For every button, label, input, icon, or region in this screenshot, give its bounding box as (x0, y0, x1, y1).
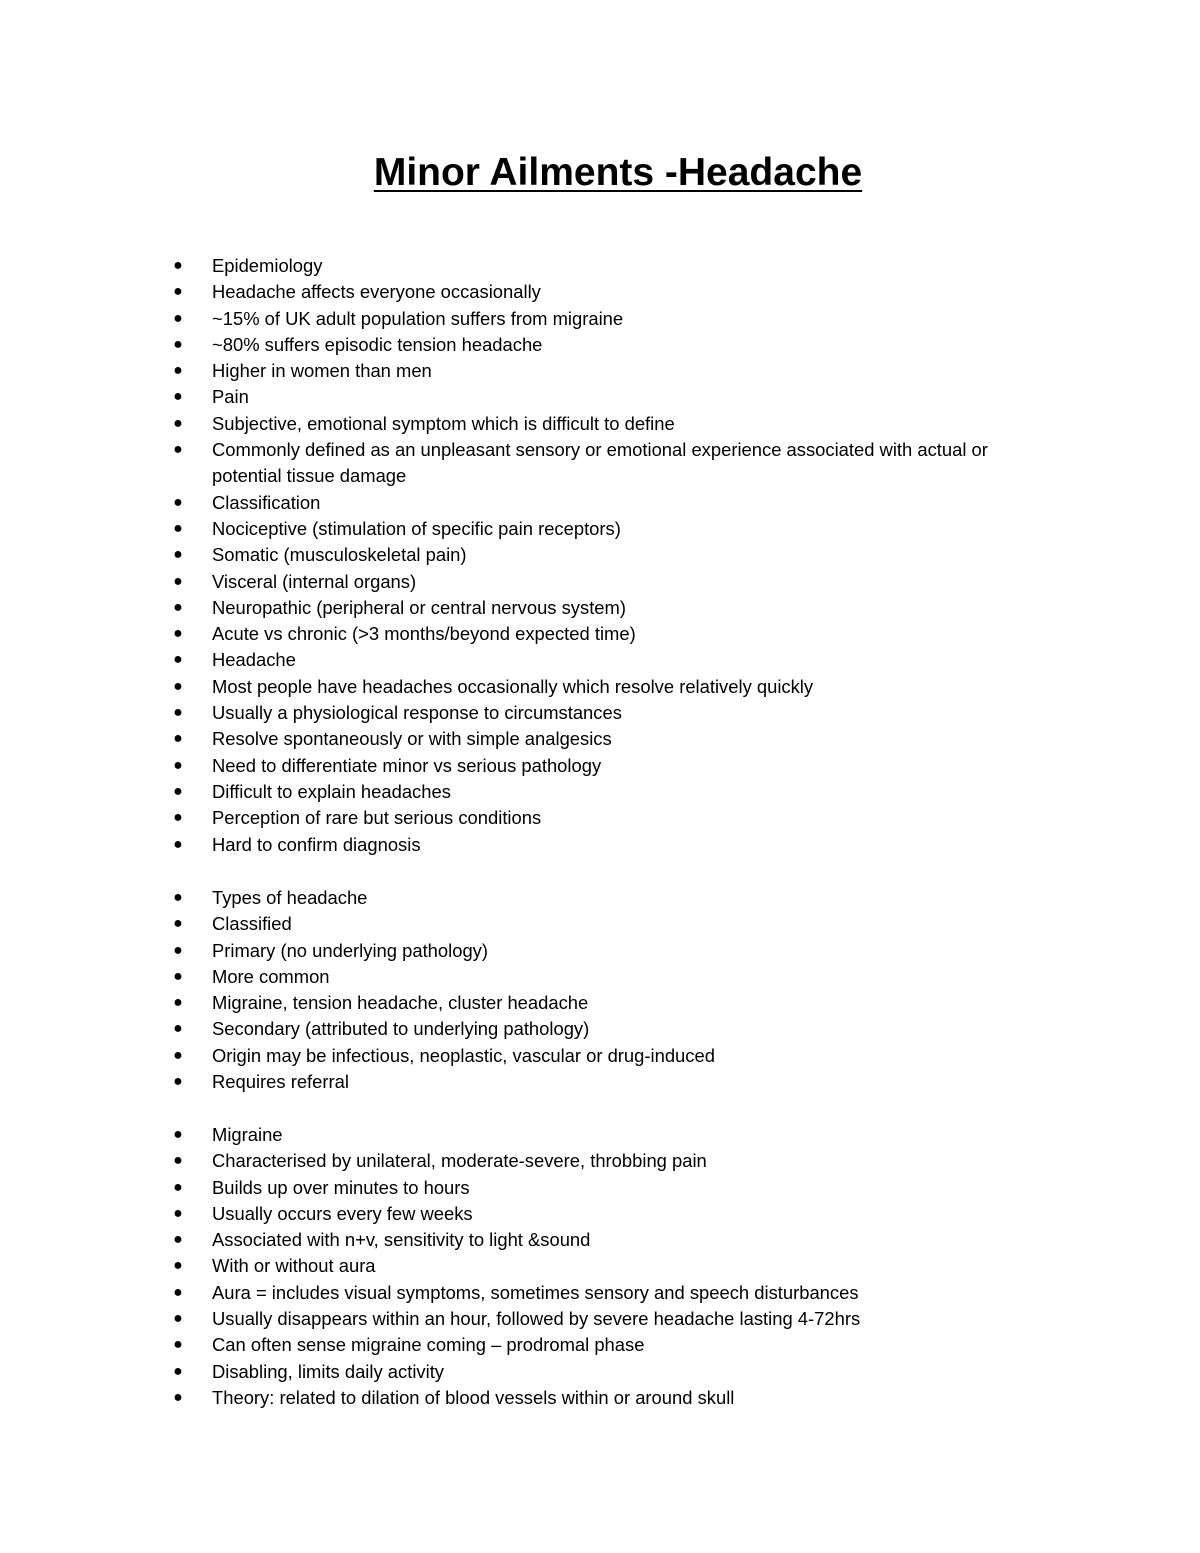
list-item-text: Higher in women than men (212, 360, 432, 382)
list-item (172, 490, 1052, 516)
list-item (172, 621, 1052, 647)
list-item-text: Types of headache (212, 887, 368, 908)
list-item (172, 1201, 1052, 1227)
list-item-text: Primary (no underlying pathology) (212, 939, 488, 961)
list-item (172, 647, 1052, 673)
list-item (172, 437, 1052, 490)
list-item-text: Aura = includes visual symptoms, sometimes sensory and speech disturbances (212, 1281, 859, 1303)
list-item-text: Difficult to explain headaches (212, 780, 451, 802)
list-item-text: Nociceptive (stimulation of specific pain receptors) (212, 517, 621, 539)
bullet-icon: ● (173, 1310, 183, 1328)
bullet-icon: ● (173, 1388, 183, 1406)
bullet-icon: ● (173, 1336, 183, 1354)
bullet-icon: ● (173, 704, 183, 722)
bullet-icon: ● (173, 730, 183, 748)
list-item-text: Associated with n+v, sensitivity to light &sound (212, 1229, 591, 1251)
list-item (172, 964, 1052, 990)
list-item (172, 911, 1052, 937)
bullet-icon: ● (173, 809, 183, 827)
bullet-icon: ● (173, 889, 183, 906)
bullet-icon: ● (173, 677, 183, 695)
list-item-text: Origin may be infectious, neoplastic, vascular or drug-induced (212, 1044, 715, 1066)
list-item-text: Migraine, tension headache, cluster headache (212, 992, 589, 1014)
list-item (172, 1227, 1052, 1253)
bullet-icon: ● (173, 335, 183, 353)
bullet-icon: ● (173, 519, 183, 537)
list-item (172, 938, 1052, 964)
list-item (172, 411, 1052, 437)
list-item (172, 384, 1052, 410)
list-item (172, 1043, 1052, 1069)
list-item-text: Usually occurs every few weeks (212, 1202, 473, 1224)
list-item (172, 1069, 1052, 1095)
bullet-icon: ● (173, 1046, 183, 1064)
list-item-text: Headache (212, 649, 296, 671)
list-item-text: Need to differentiate minor vs serious pathology (212, 754, 602, 776)
bullet-icon: ● (173, 1362, 183, 1380)
list-item-text: More common (212, 965, 330, 987)
list-item (172, 1175, 1052, 1201)
list-item-text: Classification (212, 491, 321, 513)
bullet-icon: ● (173, 283, 183, 301)
list-item (172, 700, 1052, 726)
list-item-text: Subjective, emotional symptom which is difficult to define (212, 412, 675, 434)
list-item (172, 253, 1052, 279)
bullet-icon: ● (173, 782, 183, 800)
bullet-icon: ● (173, 1231, 183, 1249)
bullet-icon: ● (173, 1073, 183, 1091)
list-item-text: Epidemiology (212, 255, 323, 276)
bullet-icon: ● (173, 1283, 183, 1301)
list-item (172, 1332, 1052, 1358)
bullet-icon: ● (173, 309, 183, 327)
bullet-icon: ● (173, 967, 183, 985)
list-item-text: Hard to confirm diagnosis (212, 833, 421, 855)
list-item (172, 1385, 1052, 1411)
bullet-icon: ● (173, 994, 183, 1012)
list-item (172, 832, 1052, 858)
list-item-text: Headache affects everyone occasionally (212, 281, 541, 303)
bullet-icon: ● (173, 651, 183, 669)
list-item (172, 306, 1052, 332)
bullet-icon: ● (173, 572, 183, 590)
list-item (172, 279, 1052, 305)
list-item-text: Most people have headaches occasionally which resolve relatively quickly (212, 675, 814, 697)
list-item-text: Disabling, limits daily activity (212, 1360, 444, 1382)
list-item-text: Usually a physiological response to circumstances (212, 702, 622, 724)
list-item-text: Secondary (attributed to underlying pathology) (212, 1018, 590, 1040)
bullet-icon: ● (173, 1257, 183, 1275)
bullet-icon: ● (173, 1020, 183, 1038)
bullet-icon: ● (173, 915, 183, 933)
list-item (172, 1359, 1052, 1385)
bullet-icon: ● (173, 493, 183, 511)
list-item-text: Theory: related to dilation of blood vessels within or around skull (212, 1386, 735, 1408)
bullet-icon: ● (173, 756, 183, 774)
list-item (172, 332, 1052, 358)
bullet-icon: ● (173, 257, 183, 274)
list-item-text: ~80% suffers episodic tension headache (212, 333, 543, 355)
list-item (172, 595, 1052, 621)
list-item-text: Resolve spontaneously or with simple analgesics (212, 728, 612, 750)
list-item-text: Pain (212, 386, 249, 408)
bullet-icon: ● (173, 1204, 183, 1222)
list-item-text: Acute vs chronic (>3 months/beyond expected time) (212, 623, 636, 645)
list-item (172, 779, 1052, 805)
list-item (172, 1016, 1052, 1042)
list-item-text: Neuropathic (peripheral or central nervous system) (212, 596, 626, 618)
list-item (172, 726, 1052, 752)
list-item (172, 516, 1052, 542)
list-item-text: Builds up over minutes to hours (212, 1176, 470, 1198)
bullet-icon: ● (173, 414, 183, 432)
list-item (172, 885, 1052, 911)
list-item (172, 1280, 1052, 1306)
bullet-icon: ● (173, 1152, 183, 1170)
bullet-icon: ● (173, 941, 183, 959)
bullet-icon: ● (173, 546, 183, 564)
list-item (172, 990, 1052, 1016)
bullet-icon: ● (173, 625, 183, 643)
list-item-text: ~15% of UK adult population suffers from migraine (212, 307, 624, 329)
bullet-icon: ● (173, 598, 183, 616)
list-item-text: Commonly defined as an unpleasant sensory or emotional experience associated with actual or potential tissue damage (212, 439, 988, 487)
list-item (172, 542, 1052, 568)
list-item (172, 1148, 1052, 1174)
list-item-text: Characterised by unilateral, moderate-severe, throbbing pain (212, 1150, 707, 1172)
list-item-text: Somatic (musculoskeletal pain) (212, 544, 467, 566)
list-item (172, 1253, 1052, 1279)
list-item (172, 805, 1052, 831)
bullet-icon: ● (173, 388, 183, 406)
list-item (172, 1306, 1052, 1332)
bullet-icon: ● (173, 1126, 183, 1143)
list-item (172, 1122, 1052, 1148)
list-item (172, 753, 1052, 779)
list-item-text: Classified (212, 913, 292, 935)
list-item-text: Perception of rare but serious conditions (212, 807, 542, 829)
list-item-text: Can often sense migraine coming – prodromal phase (212, 1334, 645, 1356)
list-item-text: With or without aura (212, 1255, 376, 1277)
bullet-icon: ● (173, 1178, 183, 1196)
list-item-text: Migraine (212, 1124, 283, 1145)
list-item (172, 569, 1052, 595)
list-item-text: Usually disappears within an hour, followed by severe headache lasting 4-72hrs (212, 1308, 861, 1330)
bullet-icon: ● (173, 362, 183, 380)
list-item (172, 674, 1052, 700)
bullet-icon: ● (173, 441, 183, 459)
bullet-icon: ● (173, 835, 183, 853)
list-item-text: Visceral (internal organs) (212, 570, 417, 592)
list-item-text: Requires referral (212, 1071, 349, 1093)
page-title: Minor Ailments -Headache (373, 151, 863, 194)
list-item (172, 358, 1052, 384)
